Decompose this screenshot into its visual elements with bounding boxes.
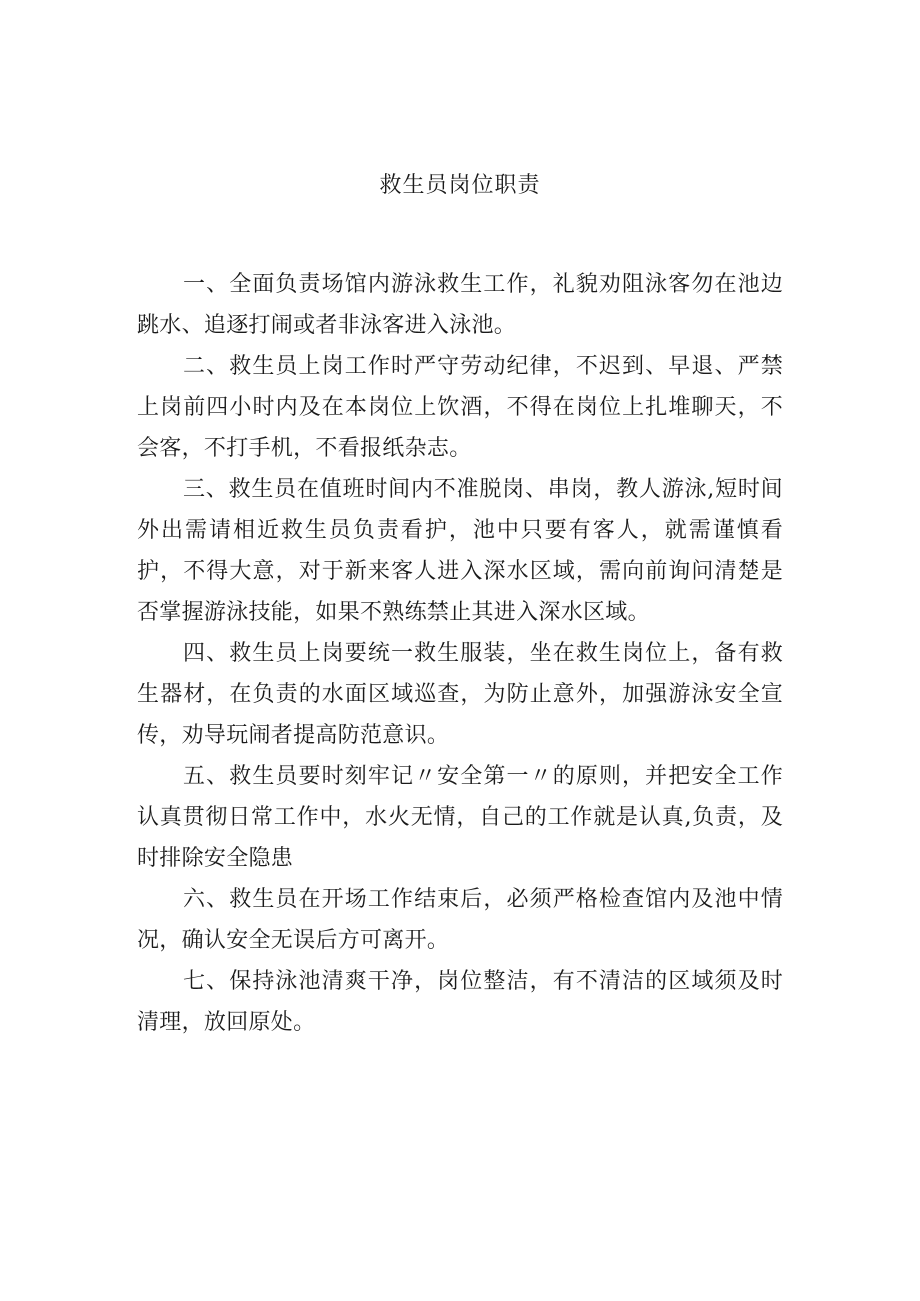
duty-paragraph-1: 一、全面负责场馆内游泳救生工作，礼貌劝阻泳客勿在池边跳水、追逐打闹或者非泳客进入泳池。	[137, 272, 783, 338]
duty-paragraph-4: 四、救生员上岗要统一救生服装，坐在救生岗位上，备有救生器材，在负责的水面区域巡查，为防止意外，加强游泳安全宣传，劝导玩闹者提高防范意识。	[137, 641, 783, 748]
document-body	[137, 264, 783, 1043]
duty-paragraph-7: 七、保持泳池清爽干净，岗位整洁，有不清洁的区域须及时清理，放回原处。	[137, 969, 783, 1035]
duty-paragraph-6: 六、救生员在开场工作结束后，必须严格检查馆内及池中情况，确认安全无误后方可离开。	[137, 887, 783, 953]
duty-paragraph-3: 三、救生员在值班时间内不准脱岗、串岗，教人游泳,短时间外出需请相近救生员负责看护，池中只要有客人，就需谨慎看护，不得大意，对于新来客人进入深水区域，需向前询问清楚是否掌握游泳技能，如果不熟练禁止其进入深水区域。	[137, 477, 783, 625]
duty-paragraph-2: 二、救生员上岗工作时严守劳动纪律，不迟到、早退、严禁上岗前四小时内及在本岗位上饮酒，不得在岗位上扎堆聊天，不会客，不打手机，不看报纸杂志。	[137, 354, 783, 461]
duty-paragraph-5: 五、救生员要时刻牢记〃安全第一〃的原则，并把安全工作认真贯彻日常工作中，水火无情，自己的工作就是认真,负责，及时排除安全隐患	[137, 764, 783, 871]
document-title: 救生员岗位职责	[379, 173, 541, 198]
